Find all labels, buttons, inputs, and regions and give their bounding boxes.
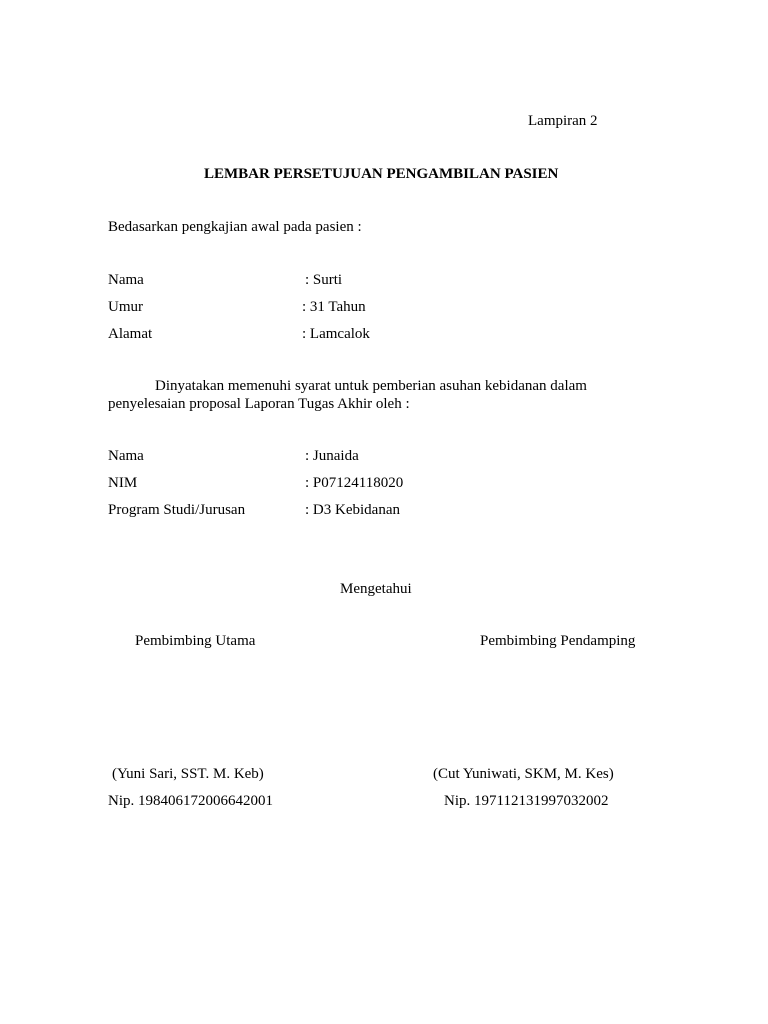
patient-name-label: Nama bbox=[108, 272, 144, 288]
statement-line-1: Dinyatakan memenuhi syarat untuk pemberian asuhan kebidanan dalam bbox=[155, 378, 587, 394]
main-advisor-title: Pembimbing Utama bbox=[135, 633, 256, 649]
student-program-label: Program Studi/Jurusan bbox=[108, 502, 246, 518]
patient-address-value: : Lamcalok bbox=[302, 326, 370, 342]
patient-name-value: : Surti bbox=[305, 272, 343, 288]
student-nim-value: : P07124118020 bbox=[305, 475, 404, 491]
co-advisor-title: Pembimbing Pendamping bbox=[480, 633, 636, 649]
student-program-value: : D3 Kebidanan bbox=[305, 502, 400, 518]
statement-line-2: penyelesaian proposal Laporan Tugas Akhir oleh : bbox=[108, 396, 410, 412]
co-advisor-name: (Cut Yuniwati, SKM, M. Kes) bbox=[433, 766, 614, 782]
student-name-label: Nama bbox=[108, 448, 144, 464]
appendix-label: Lampiran 2 bbox=[528, 113, 598, 129]
acknowledged-label: Mengetahui bbox=[340, 581, 412, 597]
student-nim-label: NIM bbox=[108, 475, 138, 491]
patient-address-label: Alamat bbox=[108, 326, 153, 342]
main-advisor-nip: Nip. 198406172006642001 bbox=[108, 793, 273, 809]
document-title: LEMBAR PERSETUJUAN PENGAMBILAN PASIEN bbox=[204, 166, 559, 182]
patient-age-value: : 31 Tahun bbox=[302, 299, 366, 315]
co-advisor-nip: Nip. 197112131997032002 bbox=[444, 793, 609, 809]
patient-age-label: Umur bbox=[108, 299, 143, 315]
student-name-value: : Junaida bbox=[305, 448, 359, 464]
intro-text: Bedasarkan pengkajian awal pada pasien : bbox=[108, 219, 362, 235]
main-advisor-name: (Yuni Sari, SST. M. Keb) bbox=[112, 766, 264, 782]
